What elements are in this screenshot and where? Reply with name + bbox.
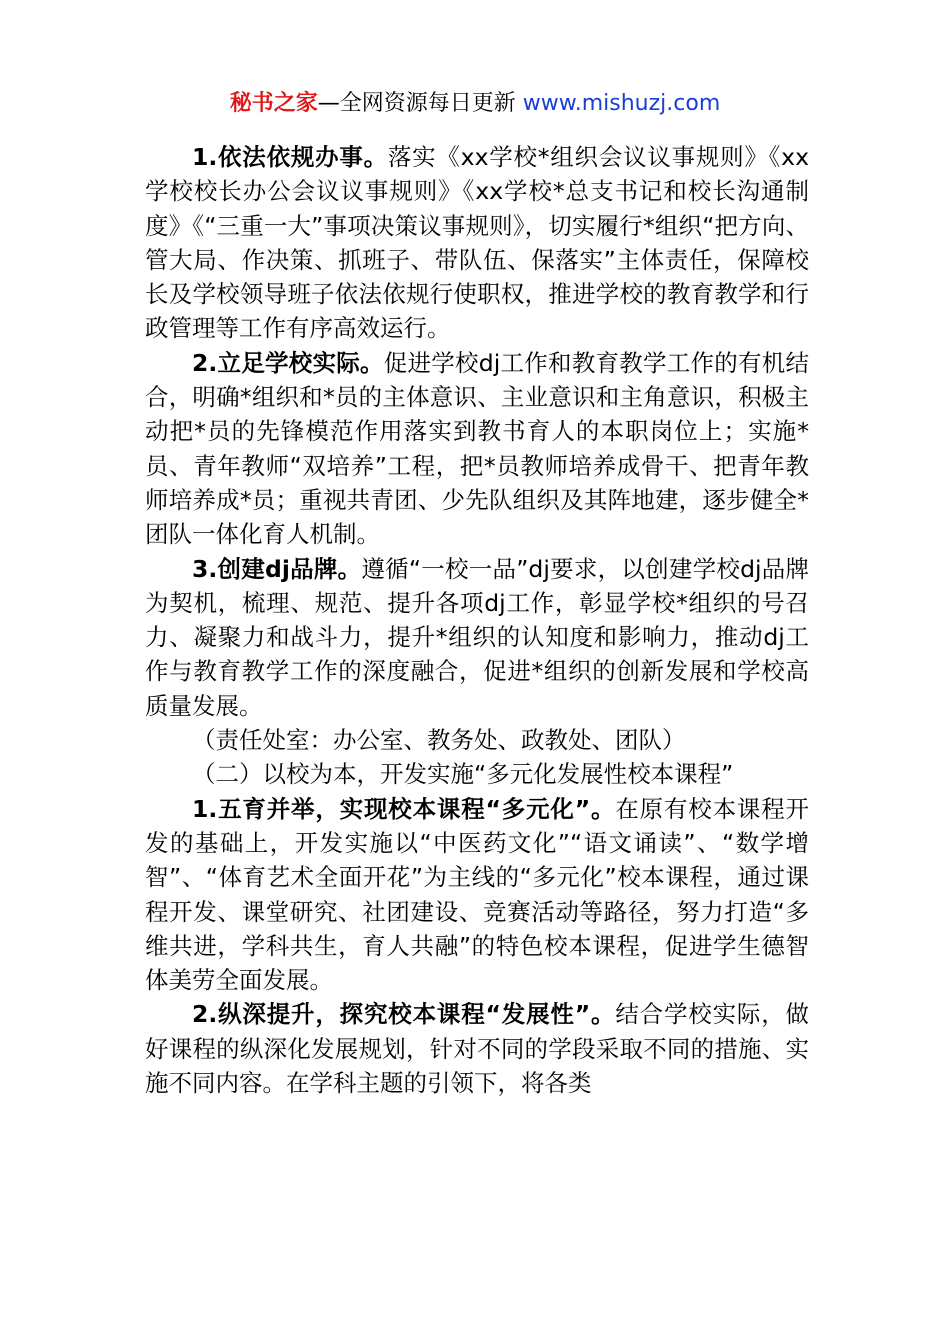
document-body	[145, 140, 809, 1100]
section-heading-2-text: （二）以校为本，开发实施“多元化发展性校本课程”	[192, 760, 734, 789]
paragraph-1-lead: 1.依法依规办事。	[192, 143, 388, 171]
paragraph-5	[145, 997, 809, 1100]
paragraph-2	[145, 346, 809, 552]
responsibility-note	[145, 723, 809, 757]
paragraph-5-lead: 2.纵深提升，探究校本课程“发展性”。	[192, 1000, 616, 1029]
header-url-link[interactable]: www.mishuzj.com	[522, 91, 721, 116]
paragraph-2-text: 促进学校dj工作和教育教学工作的有机结合，明确*组织和*员的主体意识、主业意识和主角意识，积极主动把*员的先锋模范作用落实到教书育人的本职岗位上；实施*员、青年教师“双培养”工程，把*员教师培养成骨干、把青年教师培养成*员；重视共青团、少先队组织及其阵地建，逐步健全*团队一体化育人机制。	[145, 348, 810, 549]
page-header	[0, 88, 950, 120]
paragraph-4-lead: 1.五育并举，实现校本课程“多元化”。	[192, 794, 616, 823]
paragraph-4-text: 在原有校本课程开发的基础上，开发实施以“中医药文化”“语文诵读”、“数学增智”、“体育艺术全面开花”为主线的“多元化”校本课程，通过课程开发、课堂研究、社团建设、竞赛活动等路径，努力打造“多维共进，学科共生，育人共融”的特色校本课程，促进学生德智体美劳全面发展。	[145, 794, 810, 995]
paragraph-1	[145, 140, 809, 346]
paragraph-4	[145, 792, 809, 998]
header-tagline: —全网资源每日更新	[317, 91, 523, 116]
paragraph-3-lead: 3.创建dj品牌。	[192, 554, 362, 583]
paragraph-1-text: 落实《xx学校*组织会议议事规则》《xx学校校长办公会议议事规则》《xx学校*总支书记和校长沟通制度》《“三重一大”事项决策议事规则》，切实履行*组织“把方向、管大局、作决策、抓班子、带队伍、保落实”主体责任，保障校长及学校领导班子依法依规行使职权，推进学校的教育教学和行政管理等工作有序高效运行。	[145, 143, 809, 343]
paragraph-5-text: 结合学校实际，做好课程的纵深化发展规划，针对不同的学段采取不同的措施、实施不同内容。在学科主题的引领下，将各类	[145, 1000, 810, 1098]
paragraph-2-lead: 2.立足学校实际。	[192, 348, 384, 377]
section-heading-2	[145, 757, 809, 791]
responsibility-note-text: （责任处室：办公室、教务处、政教处、团队）	[192, 726, 686, 755]
header-brand: 秘书之家	[229, 91, 318, 116]
paragraph-3	[145, 552, 809, 723]
paragraph-3-text: 遵循“一校一品”dj要求，以创建学校dj品牌为契机，梳理、规范、提升各项dj工作，彰显学校*组织的号召力、凝聚力和战斗力，提升*组织的认知度和影响力，推动dj工作与教育教学工作的深度融合，促进*组织的创新发展和学校高质量发展。	[145, 554, 810, 720]
